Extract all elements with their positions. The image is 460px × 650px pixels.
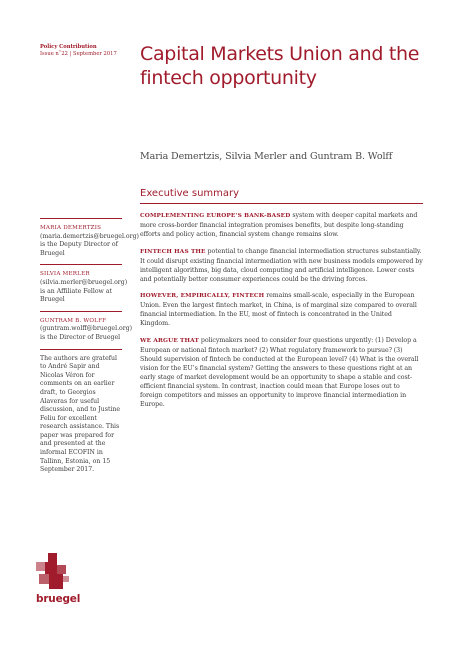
document-title: Capital Markets Union and the fintech opportunity	[140, 43, 420, 89]
author-name: SILVIA MERLER	[40, 271, 90, 278]
authors-line: Maria Demertzis, Silvia Merler and Guntram B. Wolff	[140, 151, 393, 162]
summary-paragraph	[140, 336, 423, 409]
summary-paragraph	[140, 247, 423, 284]
paragraph-lead: WE ARGUE THAT	[140, 337, 199, 344]
author-name: GUNTRAM B. WOLFF	[40, 317, 107, 324]
paragraph-lead: HOWEVER, EMPIRICALLY, FINTECH	[140, 293, 265, 299]
sidebar-rule	[40, 349, 122, 350]
bruegel-logo-mark-icon	[36, 553, 76, 589]
sidebar-rule	[40, 264, 122, 265]
bruegel-logo	[36, 553, 81, 605]
author-affiliation: (silvia.merler@bruegel.org) is an Affiliate Fellow at Bruegel	[40, 278, 128, 304]
bruegel-logo-text: bruegel	[36, 593, 81, 605]
author-sidebar	[40, 218, 139, 475]
paragraph-text: potential to change financial intermediation structures substantially. It could disrupt existing financial intermediation with new business models empowered by intelligent algorithms, big data, cloud computing and artificial intelligence. Lower costs and potentially better consumer experiences could be the driving forces.	[140, 247, 423, 283]
paragraph-lead: COMPLEMENTING EUROPE’S BANK-BASED	[140, 213, 291, 219]
author-name: MARIA DEMERTZIS	[40, 225, 102, 231]
acknowledgements-note: The authors are grateful to André Sapir and Nicolas Véron for comments on an earlier draft, to Georgios Alaveras for useful discussion, and to Justine Feliu for excellent research assistance. This paper was prepared for and presented at the informal ECOFIN in Tallinn, Estonia, on 15 September 2017.	[40, 354, 121, 474]
author-bio	[40, 270, 128, 304]
summary-paragraph	[140, 211, 423, 239]
paragraph-text: system with deeper capital markets and more cross-border financial integration promises benefits, but despite long-standing efforts and policy action, financial system change remains slow.	[140, 212, 418, 238]
sidebar-rule	[40, 311, 122, 312]
executive-summary-body	[140, 211, 423, 416]
author-bio	[40, 317, 133, 343]
executive-summary-heading: Executive summary	[140, 188, 240, 199]
author-bio	[40, 224, 139, 258]
series-label: Policy Contribution	[40, 44, 97, 50]
author-affiliation: (maria.demertzis@bruegel.org) is the Deputy Director of Bruegel	[40, 232, 139, 257]
sidebar-rule	[40, 218, 122, 219]
paragraph-text: remains small-scale, especially in the European Union. Even the largest fintech market, in China, is of marginal size compared to overall financial intermediation. In the EU, most of fintech is concentrated in the United Kingdom.	[140, 292, 417, 327]
summary-paragraph	[140, 291, 423, 328]
series-header	[40, 44, 125, 59]
paragraph-lead: FINTECH HAS THE	[140, 248, 206, 255]
executive-summary-rule	[140, 203, 423, 204]
author-affiliation: (guntram.wolff@bruegel.org) is the Director of Bruegel	[40, 325, 133, 341]
issue-label: Issue n˚22 | September 2017	[40, 51, 117, 58]
paragraph-text: policymakers need to consider four questions urgently: (1) Develop a European or national fintech market? (2) What regulatory framework to pursue? (3) Should supervision of fintech be conducted at the European level? (4) What is the overall vision for the EU’s financial system? Getting the answers to these questions right at an early stage of market development would be an opportunity to shape a stable and cost-efficient financial system. In contrast, inaction could mean that Europe loses out to foreign competitors and misses an opportunity to improve financial intermediation in Europe.	[140, 336, 419, 408]
